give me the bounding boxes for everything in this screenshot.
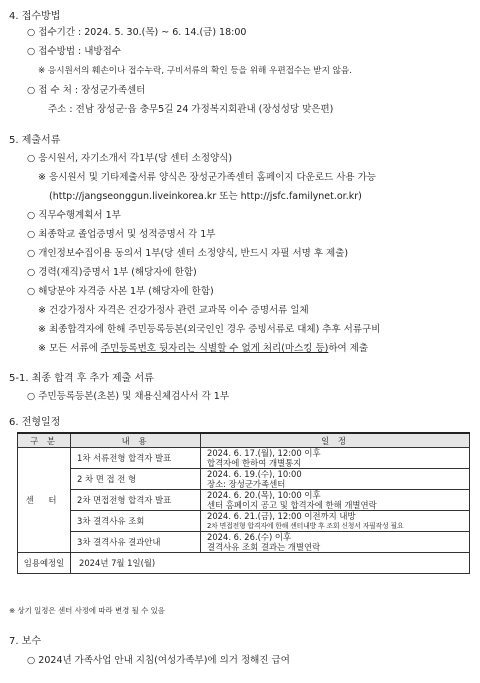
doc-item: ○ 최종학교 졸업증명서 및 성적증명서 각 1부 [27, 229, 216, 240]
appointment-date: 2024년 7월 1일(월) [71, 553, 470, 574]
schedule-date [201, 448, 470, 469]
salary-item: ○ 2024년 가족사업 안내 지침(여성가족부)에 의거 정해진 급여 [27, 655, 290, 666]
doc-item: ○ 직무수행계획서 1부 [27, 210, 121, 221]
doc-note: ※ 건강가정사 자격은 건강가정사 관련 교과목 이수 증명서류 일체 [38, 305, 309, 316]
schedule-step: 1차 서류전형 합격자 발표 [71, 448, 201, 469]
application-period: ○ 접수기간 : 2024. 5. 30.(목) ~ 6. 14.(금) 18:00 [27, 27, 247, 38]
section-4-title: 4. 접수방법 [9, 11, 61, 22]
doc-item: ○ 개인정보수집이용 동의서 1부(당 센터 소정양식, 반드시 자필 서명 후 제출) [27, 248, 349, 259]
schedule-table [17, 432, 470, 574]
schedule-date [201, 469, 470, 490]
header-content: 내 용 [71, 433, 201, 448]
schedule-step: 3차 결격사유 조회 [71, 511, 201, 532]
schedule-step: 3차 결격사유 결과안내 [71, 532, 201, 553]
schedule-date-line: 2024. 6. 20.(목), 10:00 이후 [207, 490, 321, 500]
schedule-step: 2차 면접전형 합격자 발표 [71, 490, 201, 511]
center-label: 센 터 [18, 448, 71, 553]
doc-note: ※ 응시원서 및 기타제출서류 양식은 장성군가족센터 홈페이지 다운로드 사용 가능 [38, 172, 376, 183]
schedule-detail-line: 센터 홈페이지 공고 및 합격자에 한해 개별연락 [207, 500, 377, 510]
schedule-date [201, 532, 470, 553]
schedule-detail-line: 합격자에 한하여 개별통지 [207, 458, 302, 468]
masking-note-prefix: ※ 모든 서류에 [38, 343, 101, 354]
method-note: ※ 응시원서의 훼손이나 접수누락, 구비서류의 확인 등을 위해 우편접수는 받지 않음. [38, 66, 352, 76]
schedule-detail-line: 장소: 장성군가족센터 [207, 479, 286, 489]
application-method: ○ 접수방법 : 내방접수 [27, 46, 121, 57]
doc-note: ※ 최종합격자에 한해 주민등록등본(외국인인 경우 증빙서류로 대체) 추후 서류구비 [38, 324, 381, 335]
schedule-detail-line: 결격사유 조회 결과는 개별연락 [207, 542, 321, 552]
application-address: 주소 : 전남 장성군·읍 충무5길 24 가정복지회관내 (장성성당 맞은편) [48, 104, 334, 115]
doc-item: ○ 응시원서, 자기소개서 각1부(당 센터 소정양식) [27, 153, 233, 164]
schedule-date [201, 511, 470, 532]
doc-item: ○ 해당분야 자격증 사본 1부 (해당자에 한함) [27, 286, 214, 297]
masking-note-underlined: 주민등록번호 뒷자리는 식별할 수 없게 처리(마스킹 등) [100, 343, 329, 354]
header-schedule: 일 정 [201, 433, 470, 448]
section-6-title: 6. 전형일정 [9, 417, 61, 428]
section-7-title: 7. 보수 [9, 636, 42, 647]
schedule-date-line: 2024. 6. 26.(수) 이후 [207, 532, 292, 542]
schedule-date-line: 2024. 6. 21.(금), 12:00 이전까지 내방 [207, 511, 356, 521]
header-category: 구 분 [18, 433, 71, 448]
appointment-label: 임용예정일 [18, 553, 71, 574]
masking-note [38, 343, 368, 355]
section-5-1-title: 5-1. 최종 합격 후 추가 제출 서류 [9, 373, 154, 384]
additional-doc-item: ○ 주민등록등본(초본) 및 채용신체검사서 각 1부 [27, 391, 230, 402]
schedule-note: ※ 상기 일정은 센터 사정에 따라 변경 될 수 있음 [9, 606, 165, 615]
masking-note-suffix: 하여 제출 [328, 343, 369, 354]
application-place: ○ 접 수 처 : 장성군가족센터 [27, 85, 146, 96]
homepage-urls: (http://jangseonggun.liveinkorea.kr 또는 http://jsfc.familynet.or.kr) [49, 191, 362, 202]
schedule-date-line: 2024. 6. 17.(월), 12:00 이후 [207, 448, 321, 458]
doc-item: ○ 경력(재직)증명서 1부 (해당자에 한함) [27, 267, 197, 278]
section-5-title: 5. 제출서류 [9, 135, 61, 146]
schedule-detail-line: 2차 면접전형 합격자에 한해 센터내방 후 조회 신청서 자필작성 필요 [207, 522, 404, 530]
schedule-date-line: 2024. 6. 19.(수), 10:00 [207, 469, 302, 479]
schedule-date [201, 490, 470, 511]
schedule-step: 2 차 면 접 전 형 [71, 469, 201, 490]
